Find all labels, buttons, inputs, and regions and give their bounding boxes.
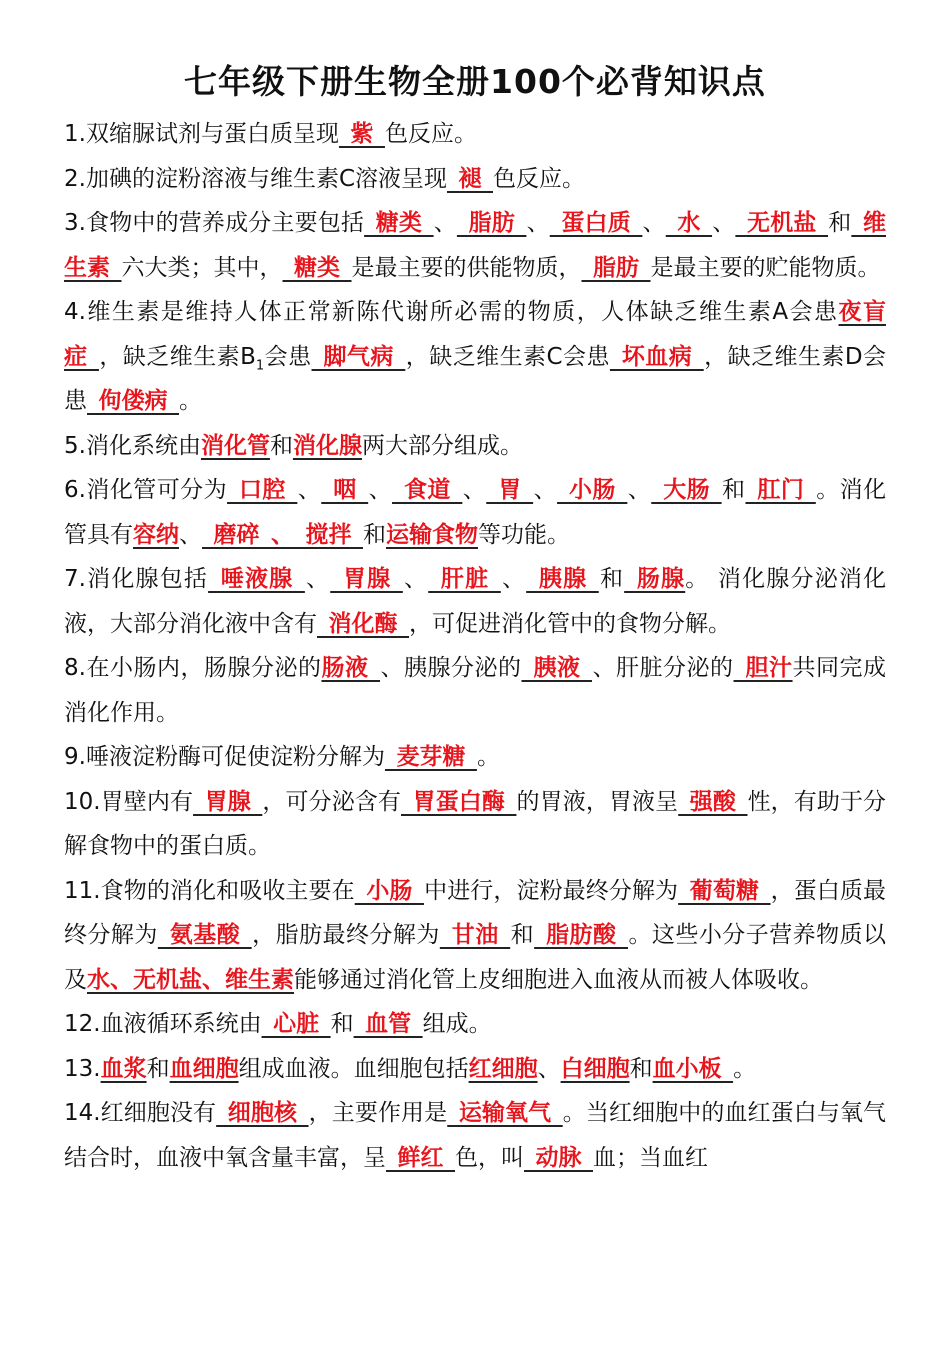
item-text: 、 [304, 566, 331, 592]
item-text: 血；当血红 [593, 1144, 708, 1171]
answer-blank: 糖类 [282, 254, 352, 281]
item-text: 。消化管具有 [64, 477, 887, 548]
answer-blank: 咽 [321, 477, 369, 503]
item-text: 组成血液。血细胞包括 [238, 1055, 469, 1082]
item-text: 和 [363, 521, 386, 548]
item-text: ，可促进消化管中的食物分解。 [409, 610, 731, 637]
item-text: 、 [179, 521, 202, 548]
item-text: 和 [828, 210, 852, 236]
item-text: 和 [330, 1011, 354, 1037]
item-text: 。这些小分子营养物质以及 [64, 922, 887, 993]
knowledge-item [64, 735, 886, 780]
item-text: 的胃液，胃液呈 [516, 788, 679, 815]
subscript: 1 [255, 358, 265, 374]
knowledge-item [64, 112, 886, 157]
answer-blank: 蛋白质 [549, 210, 643, 236]
answer-blank: 紫 [338, 121, 385, 147]
item-text: 、 [433, 210, 457, 236]
item-text: 4.维生素是维持人体正常新陈代谢所必需的物质，人体缺乏维生素A会患 [64, 299, 839, 325]
item-text: 是最主要的供能物质， [351, 254, 582, 281]
item-text: 1.双缩脲试剂与蛋白质呈现 [64, 121, 339, 147]
item-text: 六大类；其中， [121, 254, 283, 281]
answer-blank: 胃腺 [193, 788, 263, 815]
answer-blank: 消化管 [200, 432, 270, 459]
item-text: 、 [297, 477, 322, 503]
answer-blank: 磨碎 、 搅拌 [202, 521, 363, 548]
item-text: ，脂肪最终分解为 [251, 922, 440, 948]
answer-blank: 白细胞 [560, 1055, 630, 1082]
knowledge-item [64, 290, 886, 424]
answer-blank: 血细胞 [169, 1055, 239, 1082]
item-text: 、 [526, 210, 550, 236]
answer-blank: 无机盐 [735, 210, 829, 236]
item-text: 色，叫 [455, 1144, 524, 1171]
item-text: 、 [642, 210, 666, 236]
item-text: 。 [733, 1055, 757, 1082]
item-text: 、 [462, 477, 487, 503]
item-text: 中进行，淀粉最终分解为 [424, 877, 679, 904]
item-text: 、肝脏分泌的 [592, 655, 734, 681]
page-title: 七年级下册生物全册100个必背知识点 [184, 62, 766, 101]
knowledge-item [64, 1002, 886, 1047]
item-text: ，蛋白质最终分解为 [64, 877, 887, 948]
answer-blank: 鲜红 [386, 1144, 455, 1171]
answer-blank: 水、无机盐、维生素 [87, 966, 294, 993]
answer-blank: 褪 [447, 165, 494, 192]
answer-blank: 水 [665, 210, 713, 236]
item-text: 2.加碘的淀粉溶液与维生素C溶液呈现 [64, 165, 448, 192]
item-text: 8.在小肠内，肠腺分泌的 [64, 655, 322, 681]
item-text: 6.消化管可分为 [64, 477, 228, 503]
knowledge-item [64, 1091, 886, 1180]
knowledge-item [64, 1047, 886, 1092]
answer-blank: 运输氧气 [447, 1100, 563, 1126]
answer-blank: 食道 [392, 477, 463, 503]
item-text: 色反应。 [384, 121, 477, 147]
knowledge-item [64, 157, 886, 202]
item-text: 。 消化腺分泌消化液，大部分消化液中含有 [64, 566, 887, 637]
item-text: 两大部分组成。 [361, 432, 523, 459]
item-text: 3.食物中的营养成分主要包括 [64, 210, 365, 236]
item-text: 。 [476, 744, 500, 770]
item-text: ，可分泌含有 [262, 788, 401, 815]
answer-blank: 运输食物 [386, 521, 478, 548]
item-text: 12.血液循环系统由 [64, 1011, 262, 1037]
answer-blank: 胃 [486, 477, 534, 503]
knowledge-item [64, 780, 886, 869]
answer-blank: 红细胞 [468, 1055, 538, 1082]
item-text: 14.红细胞没有 [64, 1100, 217, 1126]
item-text: 13. [64, 1055, 101, 1082]
answer-blank: 消化腺 [292, 432, 362, 459]
answer-blank: 强酸 [678, 788, 748, 815]
answer-blank: 口腔 [227, 477, 298, 503]
answer-blank: 甘油 [439, 922, 511, 948]
answer-blank: 血浆 [100, 1055, 147, 1082]
answer-blank: 唾液腺 [208, 566, 305, 592]
item-text: 。当红细胞中的血红蛋白与氧气结合时，血液中氧含量丰富，呈 [64, 1100, 887, 1171]
item-text: 组成。 [422, 1011, 492, 1037]
item-text: 7.消化腺包括 [64, 566, 209, 592]
item-text: 是最主要的贮能物质。 [650, 254, 881, 281]
item-text: 和 [629, 1055, 653, 1082]
item-text: ，主要作用是 [308, 1100, 448, 1126]
knowledge-item [64, 646, 886, 735]
knowledge-item [64, 557, 886, 646]
answer-blank: 容纳 [133, 521, 179, 548]
answer-blank: 脂肪酸 [534, 922, 628, 948]
item-text: 、 [627, 477, 652, 503]
item-text: 、 [533, 477, 558, 503]
answer-blank: 肠腺 [624, 566, 686, 592]
answer-blank: 心脏 [261, 1011, 331, 1037]
answer-blank: 坏血病 [609, 343, 704, 370]
item-text: 和 [598, 566, 625, 592]
answer-blank: 肛门 [745, 477, 816, 503]
item-text: 能够通过消化管上皮细胞进入血液从而被人体吸收。 [294, 966, 823, 993]
item-text: 、 [402, 566, 429, 592]
item-text: 和 [269, 432, 293, 459]
answer-blank: 动脉 [524, 1144, 593, 1171]
item-text: 、 [368, 477, 393, 503]
answer-blank: 佝偻病 [87, 388, 179, 414]
answer-blank: 肠液 [321, 655, 380, 681]
answer-blank: 维生素 [64, 210, 887, 281]
answer-blank: 胰液 [521, 655, 593, 681]
knowledge-item [64, 201, 886, 290]
answer-blank: 胆汁 [733, 655, 793, 681]
knowledge-item [64, 869, 886, 1003]
item-text: 、 [500, 566, 527, 592]
item-text: 、 [537, 1055, 561, 1082]
answer-blank: 胃蛋白酶 [400, 788, 517, 815]
item-text: 9.唾液淀粉酶可促使淀粉分解为 [64, 744, 385, 770]
item-text: ，缺乏维生素C会患 [405, 343, 610, 370]
knowledge-item [64, 424, 886, 469]
item-text: 10.胃壁内有 [64, 788, 194, 815]
answer-blank: 胰腺 [526, 566, 599, 592]
item-text: 性，有助于分解食物中的蛋白质。 [64, 788, 887, 859]
answer-blank: 肝脏 [428, 566, 501, 592]
answer-blank: 大肠 [651, 477, 722, 503]
answer-blank: 脂肪 [456, 210, 527, 236]
item-text: 和 [721, 477, 746, 503]
answer-blank: 葡萄糖 [678, 877, 771, 904]
item-text: 和 [146, 1055, 170, 1082]
answer-blank: 小肠 [557, 477, 628, 503]
item-text: 等功能。 [478, 521, 570, 548]
answer-blank: 脚气病 [311, 343, 406, 370]
knowledge-item [64, 468, 886, 557]
answer-blank: 夜盲症 [64, 299, 886, 370]
answer-blank: 小肠 [354, 877, 425, 904]
item-text: ，缺乏维生素B [98, 343, 256, 370]
item-text: 、 [712, 210, 736, 236]
answer-blank: 血管 [353, 1011, 423, 1037]
answer-blank: 血小板 [652, 1055, 734, 1082]
answer-blank: 消化酶 [317, 610, 409, 637]
item-text: 色反应。 [493, 165, 586, 192]
item-text: 共同完成消化作用。 [64, 655, 887, 726]
item-text: 11.食物的消化和吸收主要在 [64, 877, 355, 904]
answer-blank: 脂肪 [581, 254, 651, 281]
item-text: 5.消化系统由 [64, 432, 201, 459]
item-text: 、胰腺分泌的 [379, 655, 522, 681]
item-text: 。 [179, 388, 202, 414]
item-text: 和 [510, 922, 535, 948]
answer-blank: 麦芽糖 [384, 744, 477, 770]
answer-blank: 糖类 [364, 210, 434, 236]
knowledge-list [64, 112, 886, 1180]
item-text: ，缺乏维生素D会患 [64, 343, 887, 414]
answer-blank: 胃腺 [330, 566, 403, 592]
answer-blank: 氨基酸 [157, 922, 252, 948]
item-text: 会患 [264, 343, 312, 370]
answer-blank: 细胞核 [216, 1100, 309, 1126]
